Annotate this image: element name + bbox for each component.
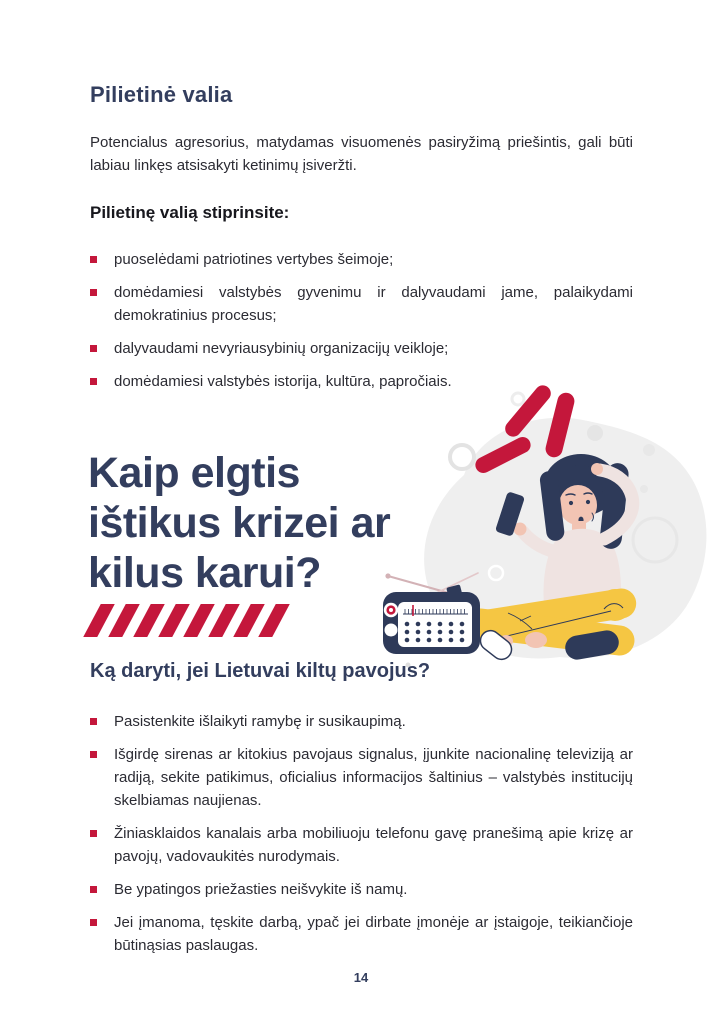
list-item: puoselėdami patriotines vertybes šeimoje;: [90, 248, 633, 271]
section1-bullet-list: [90, 248, 633, 403]
list-item: Be ypatingos priežasties neišvykite iš namų.: [90, 878, 633, 901]
list-item: domėdamiesi valstybės istorija, kultūra, papročiais.: [90, 370, 633, 393]
section1-subheading: Pilietinę valią stiprinsite:: [90, 203, 290, 222]
section2-title: Ką daryti, jei Lietuvai kiltų pavojus?: [90, 660, 431, 682]
stripe: [258, 604, 290, 637]
page-number: 14: [353, 970, 369, 985]
list-item: dalyvaudami nevyriausybinių organizacijų veikloje;: [90, 337, 633, 360]
radio-knob-bottom: [385, 624, 398, 637]
list-item: Pasistenkite išlaikyti ramybę ir susikaupimą.: [90, 710, 633, 733]
hero-title-line: kilus karui?: [88, 549, 321, 597]
list-item: Žiniasklaidos kanalais arba mobiliuoju telefonu gavę pranešimą apie krizę ar pavojų, vadovaukitės nurodymais.: [90, 822, 633, 868]
hero-title: [88, 448, 558, 598]
section1-title: Pilietinė valia: [90, 82, 233, 107]
list-item: domėdamiesi valstybės gyvenimu ir dalyvaudami jame, palaikydami demokratinius procesus;: [90, 281, 633, 327]
section1-paragraph: Potencialus agresorius, matydamas visuomenės pasiryžimą priešintis, gali būti labiau linkęs atsisakyti ketinimų įsiveržti.: [90, 134, 633, 174]
list-item: Išgirdę sirenas ar kitokius pavojaus signalus, įjunkite nacionalinę televiziją ar radiją, sekite patikimus, oficialius informacijos šaltinius – valstybės institucijų skelbiamas naujienas.: [90, 743, 633, 812]
list-item: Jei įmanoma, tęskite darbą, ypač jei dirbate įmonėje ar įstaigoje, teikiančioje būtinąsias paslaugas.: [90, 911, 633, 957]
hero-title-line: Kaip elgtis: [88, 449, 300, 497]
face: [559, 485, 597, 525]
section2-bullet-list: [90, 710, 633, 967]
hero-stripes-decoration: [92, 604, 292, 637]
hero-title-line: ištikus krizei ar: [88, 499, 391, 547]
